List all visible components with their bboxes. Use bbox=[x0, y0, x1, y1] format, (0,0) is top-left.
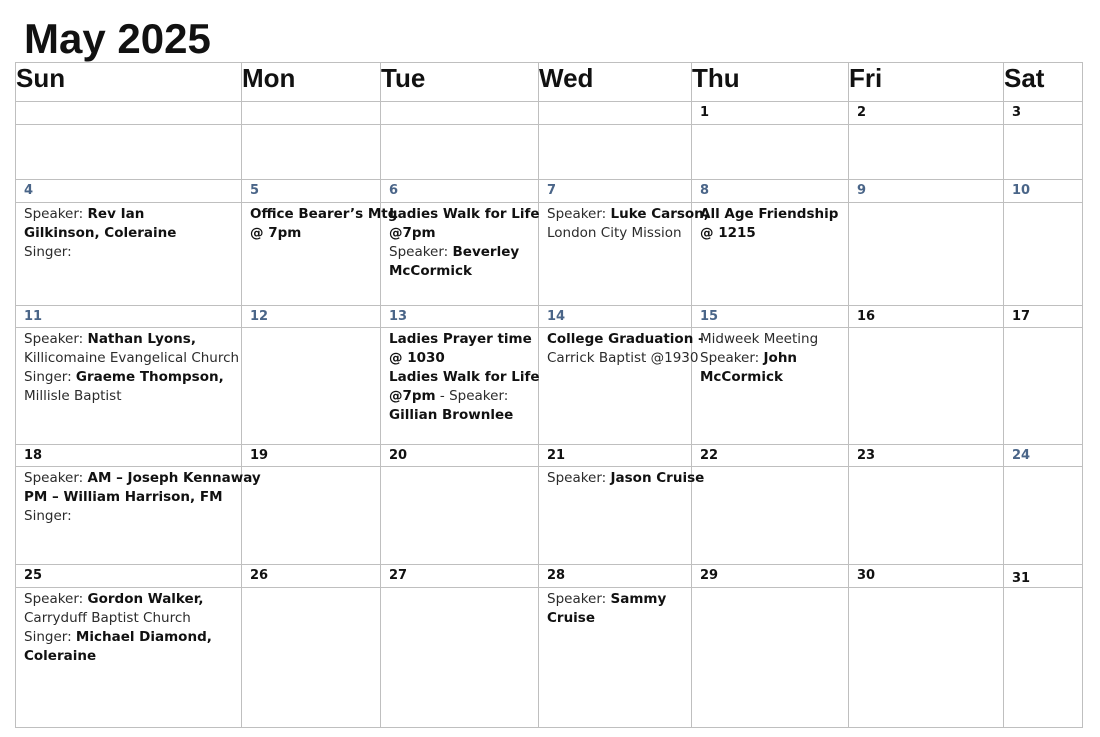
day-cell bbox=[849, 587, 1004, 727]
event-text-bold: Michael Diamond, bbox=[75, 628, 212, 645]
day-cell bbox=[381, 587, 539, 727]
week-4-date-row bbox=[16, 444, 1083, 467]
event-line bbox=[24, 243, 234, 262]
date-number: 12 bbox=[242, 305, 381, 328]
calendar-grid bbox=[15, 62, 1083, 728]
date-number: 25 bbox=[16, 565, 242, 588]
weekday-header-sat: Sat bbox=[1004, 63, 1083, 102]
event-line bbox=[250, 224, 373, 243]
event-text-bold: Graeme Thompson, bbox=[75, 369, 224, 386]
day-cell bbox=[539, 467, 705, 565]
event-text-bold: Luke Carson, bbox=[610, 205, 709, 222]
day-cell bbox=[16, 587, 242, 727]
event-text: Millisle Baptist bbox=[24, 388, 122, 405]
event-text-bold: Jason Cruise bbox=[610, 470, 705, 487]
event-text: Carrick Baptist @1930 bbox=[547, 350, 699, 367]
event-text: Killicomaine Evangelical Church bbox=[24, 350, 240, 367]
event-text-bold: @ 1215 bbox=[700, 224, 756, 241]
event-line bbox=[24, 368, 234, 387]
date-number: 28 bbox=[539, 565, 692, 588]
date-number: 9 bbox=[849, 180, 1004, 203]
week-1-events-row bbox=[16, 124, 1083, 180]
event-text: Speaker: bbox=[24, 470, 88, 487]
date-number: 17 bbox=[1004, 305, 1083, 328]
date-number: 8 bbox=[692, 180, 849, 203]
day-cell bbox=[539, 202, 709, 305]
event-line bbox=[389, 205, 540, 224]
event-text-bold: Ladies Prayer time bbox=[389, 331, 532, 348]
event-line bbox=[547, 205, 709, 224]
day-cell bbox=[381, 124, 539, 180]
day-cell bbox=[692, 587, 849, 727]
event-text: Singer: bbox=[24, 628, 76, 645]
weekday-header-thu: Thu bbox=[692, 63, 849, 102]
day-cell bbox=[539, 587, 692, 727]
day-cell bbox=[1004, 467, 1083, 565]
event-text: London City Mission bbox=[547, 224, 682, 241]
event-text: Midweek Meeting bbox=[700, 331, 819, 348]
date-number: 27 bbox=[381, 565, 539, 588]
event-line bbox=[547, 469, 705, 488]
event-text-bold: Rev Ian bbox=[87, 205, 145, 222]
event-text-bold: McCormick bbox=[700, 369, 783, 386]
event-text-bold: Sammy bbox=[610, 590, 667, 607]
date-number: 5 bbox=[242, 180, 381, 203]
date-number: 3 bbox=[1004, 102, 1083, 125]
week-4-events-row bbox=[16, 467, 1083, 565]
event-line bbox=[24, 387, 234, 406]
calendar-title: May 2025 bbox=[24, 15, 211, 62]
date-number: 18 bbox=[16, 444, 242, 467]
event-line bbox=[24, 647, 234, 666]
event-line bbox=[24, 628, 234, 647]
week-1-date-row bbox=[16, 102, 1083, 125]
day-cell bbox=[692, 328, 849, 444]
event-line bbox=[24, 205, 234, 224]
event-line bbox=[24, 469, 261, 488]
event-line bbox=[24, 224, 234, 243]
event-line bbox=[24, 609, 234, 628]
event-line bbox=[389, 262, 531, 281]
event-text-bold: John bbox=[763, 350, 798, 367]
event-line bbox=[700, 330, 841, 349]
date-number: 29 bbox=[692, 565, 849, 588]
day-cell bbox=[1004, 202, 1083, 305]
day-cell bbox=[539, 328, 704, 444]
date-number: 16 bbox=[849, 305, 1004, 328]
day-cell bbox=[242, 202, 398, 305]
date-number: 23 bbox=[849, 444, 1004, 467]
day-cell bbox=[849, 328, 1004, 444]
date-number: 1 bbox=[692, 102, 849, 125]
date-number: 6 bbox=[381, 180, 539, 203]
event-line bbox=[389, 387, 531, 406]
event-text-bold: Ladies Walk for Life bbox=[389, 369, 540, 386]
date-number: 2 bbox=[849, 102, 1004, 125]
day-cell bbox=[16, 124, 242, 180]
day-cell bbox=[16, 328, 242, 444]
event-line bbox=[389, 330, 531, 349]
day-cell bbox=[16, 202, 242, 305]
day-cell bbox=[692, 202, 849, 305]
event-text-bold: All Age Friendship bbox=[700, 205, 839, 222]
event-line bbox=[700, 205, 841, 224]
event-line bbox=[547, 224, 684, 243]
day-cell bbox=[16, 467, 261, 565]
event-text: Singer: bbox=[24, 508, 72, 525]
day-cell bbox=[849, 202, 1004, 305]
event-text-bold: @7pm bbox=[389, 388, 436, 405]
day-cell bbox=[381, 202, 539, 305]
date-number: 7 bbox=[539, 180, 692, 203]
event-text-bold: Cruise bbox=[547, 609, 595, 626]
event-text-bold: PM – William Harrison, FM bbox=[24, 489, 223, 506]
event-line bbox=[389, 368, 540, 387]
event-text: Speaker: bbox=[547, 590, 611, 607]
weekday-header-wed: Wed bbox=[539, 63, 692, 102]
week-3-events-row bbox=[16, 328, 1083, 444]
event-text-bold: Coleraine bbox=[24, 647, 97, 664]
day-cell bbox=[1004, 124, 1083, 180]
day-cell bbox=[1004, 587, 1083, 727]
day-cell bbox=[849, 467, 1004, 565]
event-text-bold: Gilkinson, Coleraine bbox=[24, 224, 177, 241]
event-text-bold: @ 7pm bbox=[250, 224, 302, 241]
date-number: 30 bbox=[849, 565, 1004, 588]
date-number: 31 bbox=[1004, 565, 1083, 588]
date-number: 21 bbox=[539, 444, 692, 467]
event-text: Speaker: bbox=[24, 590, 88, 607]
date-number: 24 bbox=[1004, 444, 1083, 467]
weekday-header-fri: Fri bbox=[849, 63, 1004, 102]
date-number: 15 bbox=[692, 305, 849, 328]
day-cell bbox=[242, 124, 381, 180]
event-line bbox=[389, 406, 531, 425]
event-line bbox=[24, 507, 234, 526]
event-text-bold: Nathan Lyons, bbox=[87, 331, 196, 348]
day-cell bbox=[242, 328, 381, 444]
event-line bbox=[700, 349, 841, 368]
date-number bbox=[381, 102, 539, 125]
event-text: Speaker: bbox=[547, 470, 611, 487]
event-line bbox=[547, 590, 684, 609]
date-number bbox=[16, 102, 242, 125]
event-text: Speaker: bbox=[700, 350, 764, 367]
date-number: 4 bbox=[16, 180, 242, 203]
day-cell bbox=[1004, 328, 1083, 444]
event-text-bold: @7pm bbox=[389, 224, 436, 241]
event-text: Speaker: bbox=[389, 243, 453, 260]
event-line bbox=[389, 224, 531, 243]
week-5-date-row bbox=[16, 565, 1083, 588]
week-2-date-row bbox=[16, 180, 1083, 203]
event-line bbox=[547, 609, 684, 628]
event-text: - Speaker: bbox=[435, 388, 509, 405]
event-line bbox=[24, 349, 240, 368]
weekday-header-tue: Tue bbox=[381, 63, 539, 102]
event-line bbox=[389, 349, 531, 368]
event-text-bold: Ladies Walk for Life bbox=[389, 205, 540, 222]
event-line bbox=[389, 243, 531, 262]
event-text: Speaker: bbox=[547, 205, 611, 222]
event-text: Singer: bbox=[24, 243, 72, 260]
event-text-bold: Gordon Walker, bbox=[87, 590, 204, 607]
event-line bbox=[24, 330, 234, 349]
event-text: Speaker: bbox=[24, 205, 88, 222]
day-cell bbox=[539, 124, 692, 180]
weekday-header-sun: Sun bbox=[16, 63, 242, 102]
date-number: 19 bbox=[242, 444, 381, 467]
date-number: 26 bbox=[242, 565, 381, 588]
date-number bbox=[242, 102, 381, 125]
day-cell bbox=[242, 587, 381, 727]
event-line bbox=[24, 488, 234, 507]
event-line bbox=[24, 590, 234, 609]
day-cell bbox=[849, 124, 1004, 180]
event-text: Carryduff Baptist Church bbox=[24, 609, 191, 626]
event-text-bold: Office Bearer’s Mtg bbox=[250, 205, 398, 222]
weekday-header-mon: Mon bbox=[242, 63, 381, 102]
event-text-bold: Beverley bbox=[452, 243, 520, 260]
event-text: Singer: bbox=[24, 369, 76, 386]
date-number: 10 bbox=[1004, 180, 1083, 203]
event-text-bold: College Graduation - bbox=[547, 331, 704, 348]
event-line bbox=[547, 349, 699, 368]
week-3-date-row bbox=[16, 305, 1083, 328]
day-cell bbox=[381, 467, 539, 565]
week-2-events-row bbox=[16, 202, 1083, 305]
day-cell bbox=[381, 328, 539, 444]
event-text-bold: AM – Joseph Kennaway bbox=[87, 470, 261, 487]
date-number: 20 bbox=[381, 444, 539, 467]
event-text-bold: Gillian Brownlee bbox=[389, 407, 514, 424]
date-number: 22 bbox=[692, 444, 849, 467]
event-line bbox=[250, 205, 398, 224]
date-number: 14 bbox=[539, 305, 692, 328]
day-cell bbox=[242, 467, 381, 565]
date-number bbox=[539, 102, 692, 125]
event-text-bold: McCormick bbox=[389, 262, 472, 279]
weekday-header-row bbox=[16, 63, 1083, 102]
event-line bbox=[547, 330, 704, 349]
event-text-bold: @ 1030 bbox=[389, 350, 445, 367]
week-5-events-row bbox=[16, 587, 1083, 727]
event-line bbox=[700, 368, 841, 387]
event-line bbox=[700, 224, 841, 243]
event-text: Speaker: bbox=[24, 331, 88, 348]
date-number: 13 bbox=[381, 305, 539, 328]
date-number: 11 bbox=[16, 305, 242, 328]
day-cell bbox=[692, 124, 849, 180]
day-cell bbox=[692, 467, 849, 565]
